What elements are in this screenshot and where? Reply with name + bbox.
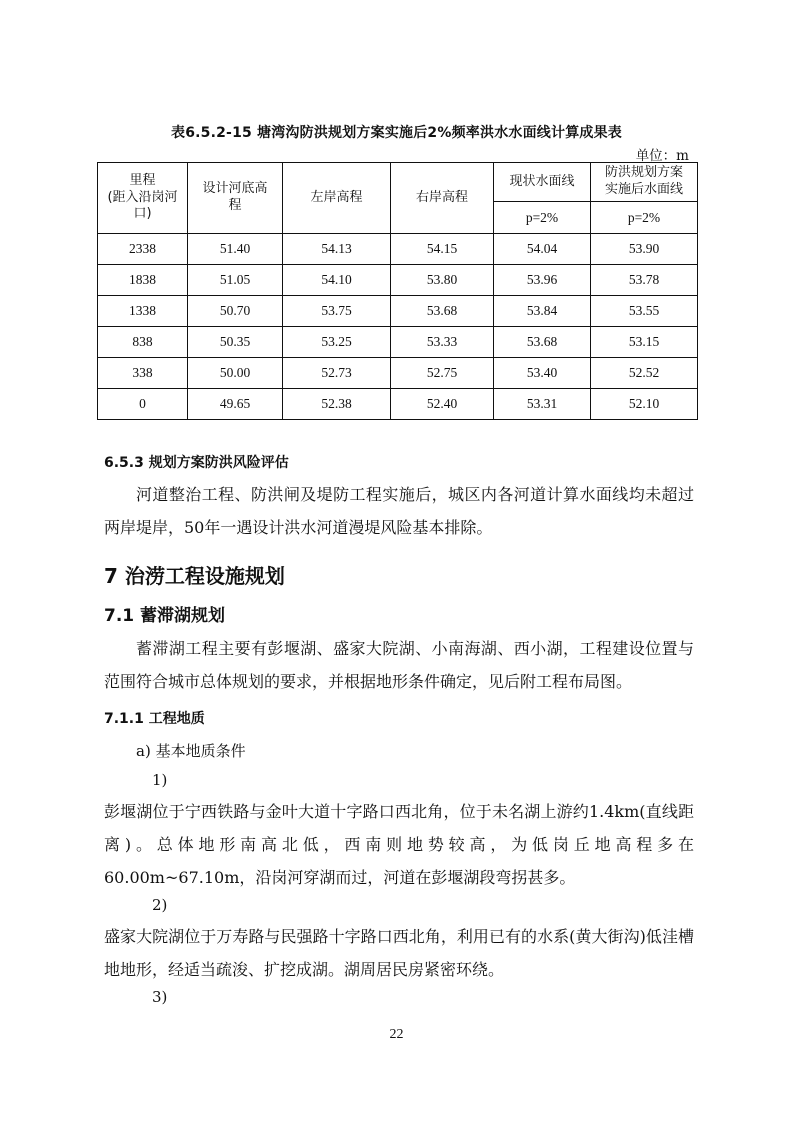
header-current-level: 现状水面线 — [494, 163, 591, 202]
cell-left-bank: 52.38 — [283, 389, 391, 420]
header-p-planned: p=2% — [591, 202, 698, 234]
cell-left-bank: 52.73 — [283, 358, 391, 389]
table-unit: 单位：m — [635, 148, 689, 164]
item-1-paragraph: 彭堰湖位于宁西铁路与金叶大道十字路口西北角，位于未名湖上游约1.4km(直线距离)。总体地形南高北低，西南则地势较高，为低岗丘地高程多在60.00m~67.10m，沿岗河穿湖而过，河道在彭堰湖段弯拐甚多。 — [104, 802, 694, 887]
cell-mileage: 338 — [98, 358, 188, 389]
section-heading-653: 6.5.3 规划方案防洪风险评估 — [104, 455, 289, 471]
cell-design-bed: 50.70 — [188, 296, 283, 327]
section-653-paragraph: 河道整治工程、防洪闸及堤防工程实施后，城区内各河道计算水面线均未超过两岸堤岸，50年一遇设计洪水河道漫堤风险基本排除。 — [104, 485, 694, 537]
cell-right-bank: 52.75 — [391, 358, 494, 389]
cell-planned-level: 52.10 — [591, 389, 698, 420]
cell-left-bank: 54.10 — [283, 265, 391, 296]
section-heading-71: 7.1 蓄滞湖规划 — [104, 606, 226, 626]
cell-design-bed: 49.65 — [188, 389, 283, 420]
header-left-bank: 左岸高程 — [283, 163, 391, 234]
header-mileage: 里程 (距入沿岗河 口) — [98, 163, 188, 234]
item-2-paragraph: 盛家大院湖位于万寿路与民强路十字路口西北角，利用已有的水系(黄大街沟)低洼槽地地形，经适当疏浚、扩挖成湖。湖周居民房紧密环绕。 — [104, 927, 694, 979]
chapter-7-heading: 7 治涝工程设施规划 — [104, 564, 285, 588]
cell-right-bank: 53.33 — [391, 327, 494, 358]
cell-planned-level: 53.55 — [591, 296, 698, 327]
cell-left-bank: 54.13 — [283, 234, 391, 265]
item-3-label: 3) — [152, 988, 168, 1006]
cell-left-bank: 53.75 — [283, 296, 391, 327]
cell-planned-level: 52.52 — [591, 358, 698, 389]
cell-current-level: 54.04 — [494, 234, 591, 265]
cell-left-bank: 53.25 — [283, 327, 391, 358]
table-row — [98, 358, 698, 389]
cell-right-bank: 53.68 — [391, 296, 494, 327]
cell-current-level: 53.84 — [494, 296, 591, 327]
item-1-label: 1) — [152, 771, 168, 789]
cell-design-bed: 51.40 — [188, 234, 283, 265]
table-row — [98, 234, 698, 265]
cell-design-bed: 51.05 — [188, 265, 283, 296]
cell-mileage: 1838 — [98, 265, 188, 296]
cell-mileage: 2338 — [98, 234, 188, 265]
cell-planned-level: 53.78 — [591, 265, 698, 296]
water-level-table — [97, 162, 698, 420]
page-number: 22 — [389, 1027, 404, 1042]
cell-right-bank: 54.15 — [391, 234, 494, 265]
cell-mileage: 1338 — [98, 296, 188, 327]
cell-current-level: 53.68 — [494, 327, 591, 358]
table-row — [98, 296, 698, 327]
cell-right-bank: 53.80 — [391, 265, 494, 296]
table-caption: 表6.5.2-15 塘湾沟防洪规划方案实施后2%频率洪水水面线计算成果表 — [171, 125, 622, 141]
cell-planned-level: 53.90 — [591, 234, 698, 265]
cell-current-level: 53.40 — [494, 358, 591, 389]
cell-planned-level: 53.15 — [591, 327, 698, 358]
cell-mileage: 838 — [98, 327, 188, 358]
table-row — [98, 327, 698, 358]
section-heading-711: 7.1.1 工程地质 — [104, 711, 205, 727]
table-row — [98, 389, 698, 420]
header-right-bank: 右岸高程 — [391, 163, 494, 234]
cell-current-level: 53.96 — [494, 265, 591, 296]
section-71-paragraph: 蓄滞湖工程主要有彭堰湖、盛家大院湖、小南海湖、西小湖，工程建设位置与范围符合城市总体规划的要求，并根据地形条件确定，见后附工程布局图。 — [104, 639, 694, 691]
item-a-label: a) 基本地质条件 — [136, 742, 246, 760]
cell-right-bank: 52.40 — [391, 389, 494, 420]
header-design-bed: 设计河底高 程 — [188, 163, 283, 234]
table-row — [98, 265, 698, 296]
cell-design-bed: 50.00 — [188, 358, 283, 389]
item-2-label: 2) — [152, 896, 168, 914]
cell-mileage: 0 — [98, 389, 188, 420]
header-p-current: p=2% — [494, 202, 591, 234]
cell-current-level: 53.31 — [494, 389, 591, 420]
cell-design-bed: 50.35 — [188, 327, 283, 358]
header-planned-level: 防洪规划方案 实施后水面线 — [591, 163, 698, 202]
